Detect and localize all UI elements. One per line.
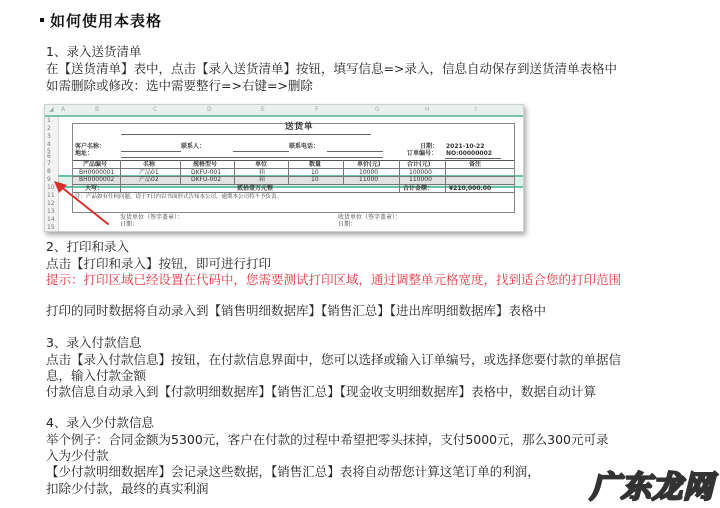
sender-date-label: 日期： (120, 221, 139, 228)
section-3-title: 3、录入付款信息 (46, 335, 142, 350)
row-9: 9 (47, 176, 51, 183)
capital-amount-value: 贰拾壹万元整 (237, 185, 274, 192)
section-3-line-2: 息，输入付款金额 (46, 368, 147, 383)
row-6: 6 (47, 153, 51, 160)
header-subtotal: 合计(元) (407, 161, 431, 168)
receiver-signature-label: 收货单位（签字盖章）： (338, 214, 402, 221)
row-1: 1 (47, 117, 51, 124)
item-name: 产品02 (139, 176, 159, 183)
customer-field (121, 151, 181, 152)
item-spec: DKFU-001 (191, 169, 222, 176)
red-arrow-icon (50, 176, 115, 228)
column-header-bar (45, 105, 523, 117)
spreadsheet-screenshot (44, 104, 524, 232)
row-4: 4 (47, 141, 51, 148)
column-a: A (61, 106, 66, 113)
date-value: 2021-10-22 (446, 143, 485, 150)
column-d: D (207, 106, 212, 113)
bullet-icon (40, 18, 44, 22)
delivery-note-title: 送货单 (285, 122, 314, 132)
sender-signature-label: 发货单位（签字盖章）： (120, 214, 184, 221)
item-subtotal: 100000 (409, 169, 432, 176)
header-unit: 单位 (255, 161, 268, 168)
item-unit: 箱 (259, 176, 266, 183)
row-7: 7 (47, 160, 51, 167)
section-3-line-3: 付款信息自动录入到【付款明细数据库】【销售汇总】【现金收支明细数据库】表格中，数据自动计算 (46, 384, 597, 399)
section-4-line-2: 入为少付款 (46, 448, 109, 463)
col-divider (180, 160, 181, 184)
section-1-title: 1、录入送货清单 (46, 44, 142, 59)
order-number-underline (445, 158, 501, 159)
header-quantity: 数量 (309, 161, 322, 168)
total-amount-value: ¥210,000.00 (449, 185, 492, 192)
item-subtotal: 110000 (409, 176, 432, 183)
col-divider (399, 160, 400, 192)
item-code: BH0000002 (79, 176, 115, 183)
section-2-tip: 提示：打印区域已经设置在代码中，您需要测试打印区域，通过调整单元格宽度，找到适合您的打印范围 (46, 272, 622, 287)
header-product-code: 产品编号 (83, 161, 108, 168)
customer-label: 客户名称： (75, 143, 106, 150)
section-2-after: 打印的同时数据将自动录入到【销售明细数据库】【销售汇总】【进出库明细数据库】表格中 (46, 303, 547, 318)
receiver-date-label: 日期： (338, 221, 357, 228)
item-quantity: 10 (311, 169, 319, 176)
section-4-title: 4、录入少付款信息 (46, 415, 154, 430)
column-i: I (475, 106, 477, 113)
page-heading (40, 10, 162, 31)
col-divider (343, 160, 344, 184)
item-code: BH0000001 (79, 169, 115, 176)
address-label: 地址： (75, 150, 94, 157)
col-divider (445, 160, 446, 192)
header-spec: 规格型号 (193, 161, 218, 168)
delivery-note-form (72, 123, 515, 213)
header-unit-price: 单价(元) (357, 161, 381, 168)
col-divider (120, 160, 121, 192)
contact-field (233, 151, 289, 152)
row-14: 14 (47, 216, 55, 223)
section-4-line-3: 【少付款明细数据库】会记录这些数据，【销售汇总】表将自动帮您计算这笔订单的利润， (46, 464, 540, 479)
header-remarks: 备注 (469, 161, 482, 168)
section-2-title: 2、打印和录入 (46, 239, 129, 254)
column-c: C (153, 106, 158, 113)
row-13: 13 (47, 208, 55, 215)
date-label: 日期： (420, 143, 439, 150)
capital-amount-label: 大写： (85, 185, 104, 192)
col-divider (288, 160, 289, 184)
watermark-logo: 广东龙网 (590, 470, 714, 505)
contact-label: 联系人： (181, 143, 206, 150)
header-name: 名称 (143, 161, 156, 168)
column-b: B (95, 106, 100, 113)
order-number-value: NO:00000002 (446, 150, 492, 157)
phone-label: 联系电话： (289, 143, 320, 150)
heading-text: 如何使用本表格 (50, 12, 163, 30)
item-name: 产品01 (139, 169, 159, 176)
section-1-line-2: 如需删除或修改：选中需要整行=>右键=>删除 (46, 78, 313, 93)
row-3: 3 (47, 133, 51, 140)
select-all-corner: ◢ (49, 106, 54, 113)
column-g: G (375, 106, 380, 113)
section-1-line-1: 在【送货清单】表中，点击【录入送货清单】按钮，填写信息=>录入，信息自动保存到送货清单表格中 (46, 61, 617, 76)
item-unit: 箱 (259, 169, 266, 176)
row-12: 12 (47, 200, 55, 207)
col-divider (234, 160, 235, 184)
title-underline (121, 134, 371, 135)
row-15: 15 (47, 224, 55, 231)
column-f: F (315, 106, 319, 113)
column-h: H (425, 106, 430, 113)
item-unit-price: 11000 (359, 176, 379, 183)
order-number-label: 订单编号： (407, 150, 438, 157)
section-2-line-1: 点击【打印和录入】按钮，即可进行打印 (46, 256, 272, 271)
section-4-line-1: 举个例子：合同金额为5300元，客户在付款的过程中希望把零头抹掉，支付5000元，那么300元可录 (46, 432, 609, 447)
phone-field (327, 151, 383, 152)
column-e: E (261, 106, 265, 113)
item-quantity: 10 (311, 176, 319, 183)
section-4-line-4: 扣除少付款，最终的真实利润 (46, 481, 209, 496)
row-8: 8 (47, 168, 51, 175)
address-field (121, 157, 383, 158)
item-spec: DKFU-002 (191, 176, 222, 183)
total-amount-label: 合计金额： (403, 185, 434, 192)
row-2: 2 (47, 125, 51, 132)
row-5: 5 (47, 148, 51, 155)
row-11: 11 (47, 192, 55, 199)
disclaimer-note: 注：产品如有任何问题，请于7日内以书面形式告知本公司，逾期本公司将不予负责。 (75, 194, 283, 200)
item-unit-price: 10000 (359, 169, 379, 176)
row-10: 10 (47, 184, 55, 191)
section-3-line-1: 点击【录入付款信息】按钮，在付款信息界面中，您可以选择或输入订单编号，或选择您要付款的单据信 (46, 352, 622, 367)
